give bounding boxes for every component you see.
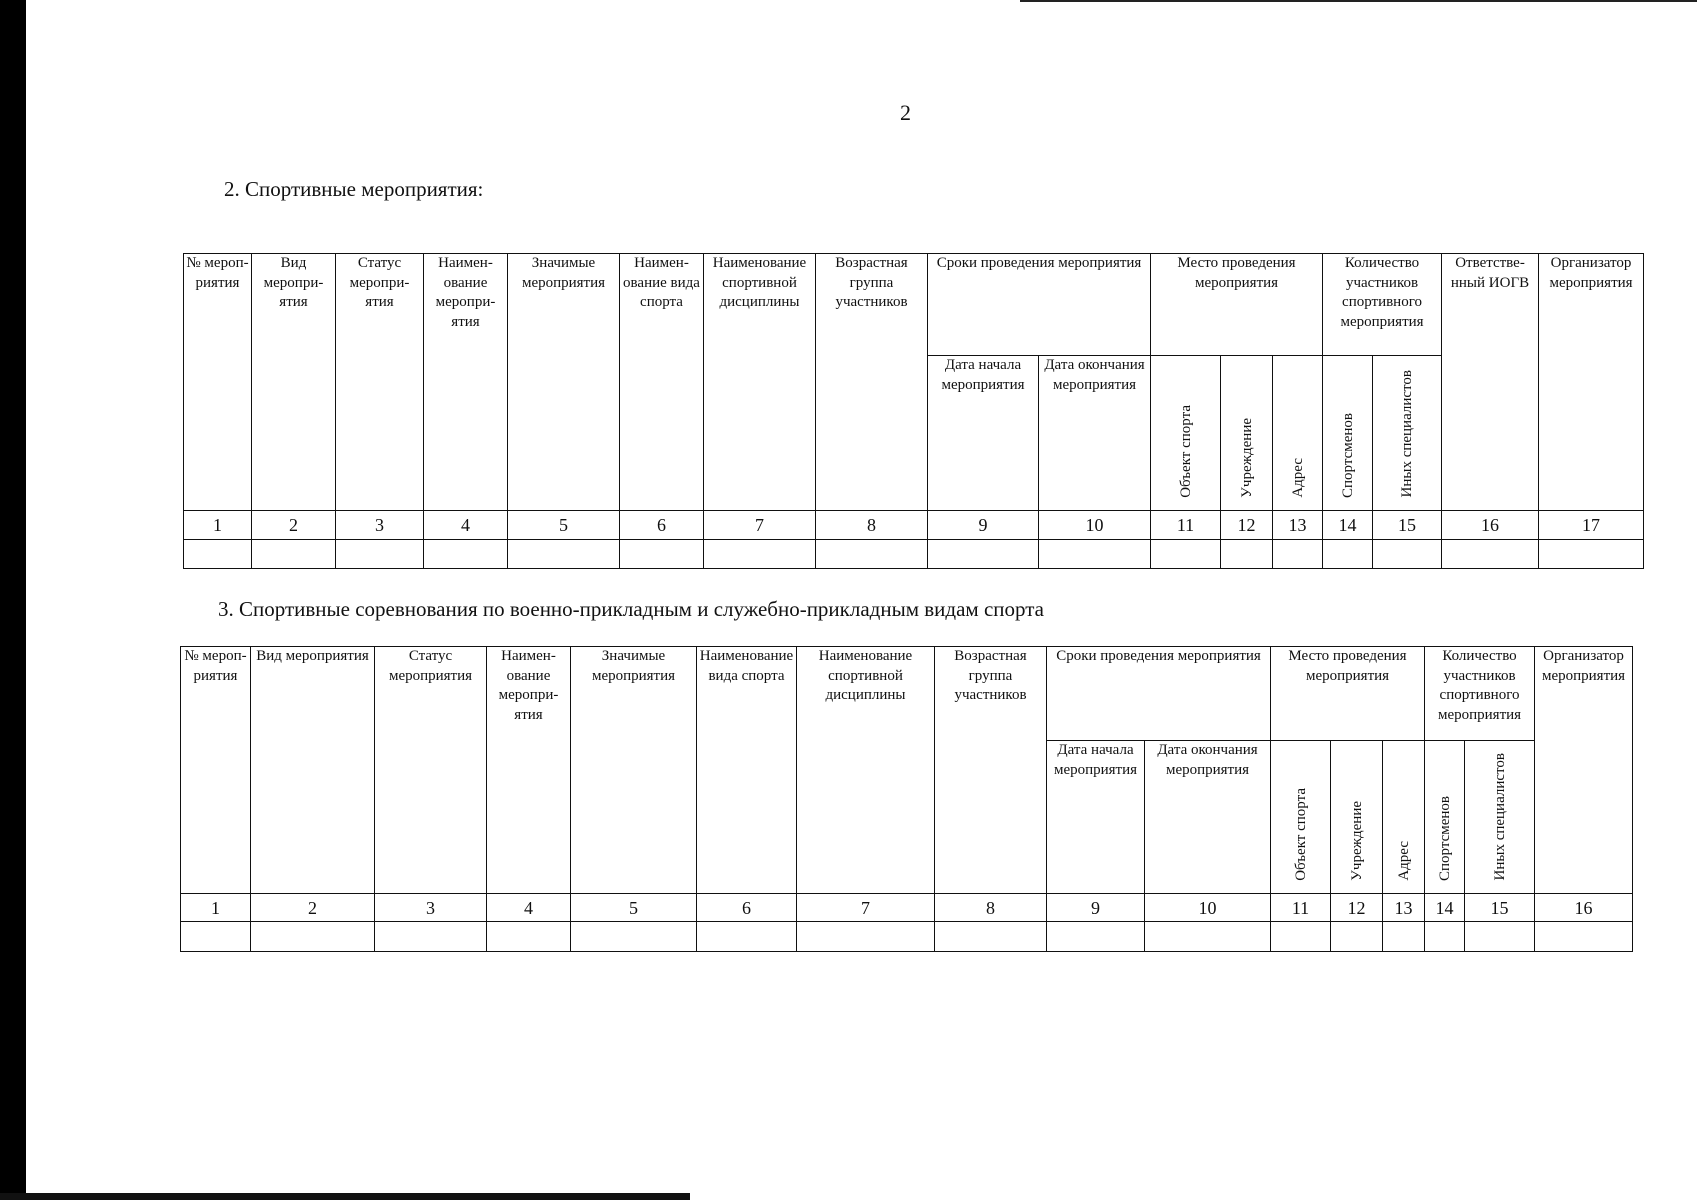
- column-number: 8: [816, 511, 928, 540]
- table-row-column-numbers: [181, 894, 1633, 922]
- empty-cell: [1535, 922, 1633, 952]
- empty-cell: [184, 540, 252, 569]
- header-event-number: № мероприятия: [181, 647, 251, 894]
- column-number: 16: [1535, 894, 1633, 922]
- scan-border-bottom: [0, 1193, 690, 1200]
- empty-cell: [816, 540, 928, 569]
- empty-cell: [1323, 540, 1373, 569]
- header-discipline-name: Наименование спортивной дисциплины: [797, 647, 935, 894]
- header-institution: Учреждение: [1331, 741, 1383, 894]
- column-number: 12: [1221, 511, 1273, 540]
- section-2-title: 2. Спортивные мероприятия:: [224, 177, 484, 201]
- header-place: Место проведения мероприятия: [1151, 254, 1323, 356]
- column-number: 5: [508, 511, 620, 540]
- table-row-column-numbers: [184, 511, 1644, 540]
- header-date-end: Дата окончания мероприятия: [1039, 356, 1151, 511]
- column-number: 2: [251, 894, 375, 922]
- military-sport-competitions-table: [180, 646, 1633, 952]
- page-number: 2: [900, 100, 911, 125]
- header-discipline-name: Наименование спортивной дисциплины: [704, 254, 816, 511]
- empty-cell: [1425, 922, 1465, 952]
- header-address: Адрес: [1383, 741, 1425, 894]
- empty-cell: [1145, 922, 1271, 952]
- header-athletes: Спортсменов: [1323, 356, 1373, 511]
- empty-cell: [1151, 540, 1221, 569]
- empty-cell: [797, 922, 935, 952]
- empty-cell: [251, 922, 375, 952]
- header-dates: Сроки проведения мероприятия: [1047, 647, 1271, 741]
- empty-cell: [1331, 922, 1383, 952]
- table-row-empty: [184, 540, 1644, 569]
- header-event-name: Наименование мероприятия: [424, 254, 508, 511]
- column-number: 6: [697, 894, 797, 922]
- header-dates: Сроки проведения мероприятия: [928, 254, 1151, 356]
- header-event-type: Вид мероприятия: [251, 647, 375, 894]
- column-number: 7: [704, 511, 816, 540]
- header-institution: Учреждение: [1221, 356, 1273, 511]
- column-number: 13: [1273, 511, 1323, 540]
- column-number: 7: [797, 894, 935, 922]
- header-event-type: Вид мероприятия: [252, 254, 336, 511]
- empty-cell: [508, 540, 620, 569]
- header-significant-events: Значимые мероприятия: [571, 647, 697, 894]
- column-number: 10: [1145, 894, 1271, 922]
- column-number: 5: [571, 894, 697, 922]
- column-number: 13: [1383, 894, 1425, 922]
- empty-cell: [928, 540, 1039, 569]
- header-event-status: Статус мероприятия: [375, 647, 487, 894]
- column-number: 9: [928, 511, 1039, 540]
- empty-cell: [181, 922, 251, 952]
- empty-cell: [336, 540, 424, 569]
- header-other-specialists: Иных специалистов: [1465, 741, 1535, 894]
- header-event-number: № мероприятия: [184, 254, 252, 511]
- header-significant-events: Значимые мероприятия: [508, 254, 620, 511]
- empty-cell: [1221, 540, 1273, 569]
- column-number: 16: [1442, 511, 1539, 540]
- column-number: 3: [375, 894, 487, 922]
- empty-cell: [1442, 540, 1539, 569]
- header-sport-facility: Объект спорта: [1151, 356, 1221, 511]
- empty-cell: [1271, 922, 1331, 952]
- empty-cell: [935, 922, 1047, 952]
- header-age-group: Возрастная группа участников: [816, 254, 928, 511]
- empty-cell: [375, 922, 487, 952]
- column-number: 8: [935, 894, 1047, 922]
- empty-cell: [1273, 540, 1323, 569]
- empty-cell: [1039, 540, 1151, 569]
- sport-events-table: [183, 253, 1644, 569]
- empty-cell: [1465, 922, 1535, 952]
- column-number: 12: [1331, 894, 1383, 922]
- column-number: 11: [1271, 894, 1331, 922]
- scan-border-left: [0, 0, 26, 1200]
- column-number: 4: [424, 511, 508, 540]
- header-sport-facility: Объект спорта: [1271, 741, 1331, 894]
- header-responsible-body: Ответственный ИОГВ: [1442, 254, 1539, 511]
- header-athletes: Спортсменов: [1425, 741, 1465, 894]
- header-date-start: Дата начала мероприятия: [1047, 741, 1145, 894]
- column-number: 14: [1323, 511, 1373, 540]
- empty-cell: [704, 540, 816, 569]
- header-other-specialists: Иных специалистов: [1373, 356, 1442, 511]
- column-number: 6: [620, 511, 704, 540]
- header-sport-name: Наименование вида спорта: [620, 254, 704, 511]
- empty-cell: [620, 540, 704, 569]
- scan-border-top: [1020, 0, 1697, 2]
- column-number: 3: [336, 511, 424, 540]
- empty-cell: [1047, 922, 1145, 952]
- table-row-empty: [181, 922, 1633, 952]
- column-number: 15: [1465, 894, 1535, 922]
- header-address: Адрес: [1273, 356, 1323, 511]
- column-number: 11: [1151, 511, 1221, 540]
- header-event-status: Статус мероприятия: [336, 254, 424, 511]
- column-number: 4: [487, 894, 571, 922]
- header-sport-name: Наименование вида спорта: [697, 647, 797, 894]
- empty-cell: [1539, 540, 1644, 569]
- header-age-group: Возрастная группа участников: [935, 647, 1047, 894]
- header-organizer: Организатор мероприятия: [1535, 647, 1633, 894]
- column-number: 2: [252, 511, 336, 540]
- column-number: 1: [184, 511, 252, 540]
- empty-cell: [424, 540, 508, 569]
- column-number: 17: [1539, 511, 1644, 540]
- column-number: 10: [1039, 511, 1151, 540]
- empty-cell: [487, 922, 571, 952]
- empty-cell: [571, 922, 697, 952]
- header-participant-count: Количество участников спортивного мероприятия: [1323, 254, 1442, 356]
- empty-cell: [697, 922, 797, 952]
- header-participant-count: Количество участников спортивного мероприятия: [1425, 647, 1535, 741]
- header-place: Место проведения мероприятия: [1271, 647, 1425, 741]
- section-3-title: 3. Спортивные соревнования по военно-прикладным и служебно-прикладным видам спорта: [218, 597, 1044, 621]
- empty-cell: [1373, 540, 1442, 569]
- header-date-end: Дата окончания мероприятия: [1145, 741, 1271, 894]
- column-number: 1: [181, 894, 251, 922]
- empty-cell: [1383, 922, 1425, 952]
- column-number: 9: [1047, 894, 1145, 922]
- header-date-start: Дата начала мероприятия: [928, 356, 1039, 511]
- header-event-name: Наименование мероприятия: [487, 647, 571, 894]
- column-number: 14: [1425, 894, 1465, 922]
- empty-cell: [252, 540, 336, 569]
- column-number: 15: [1373, 511, 1442, 540]
- header-organizer: Организатор мероприятия: [1539, 254, 1644, 511]
